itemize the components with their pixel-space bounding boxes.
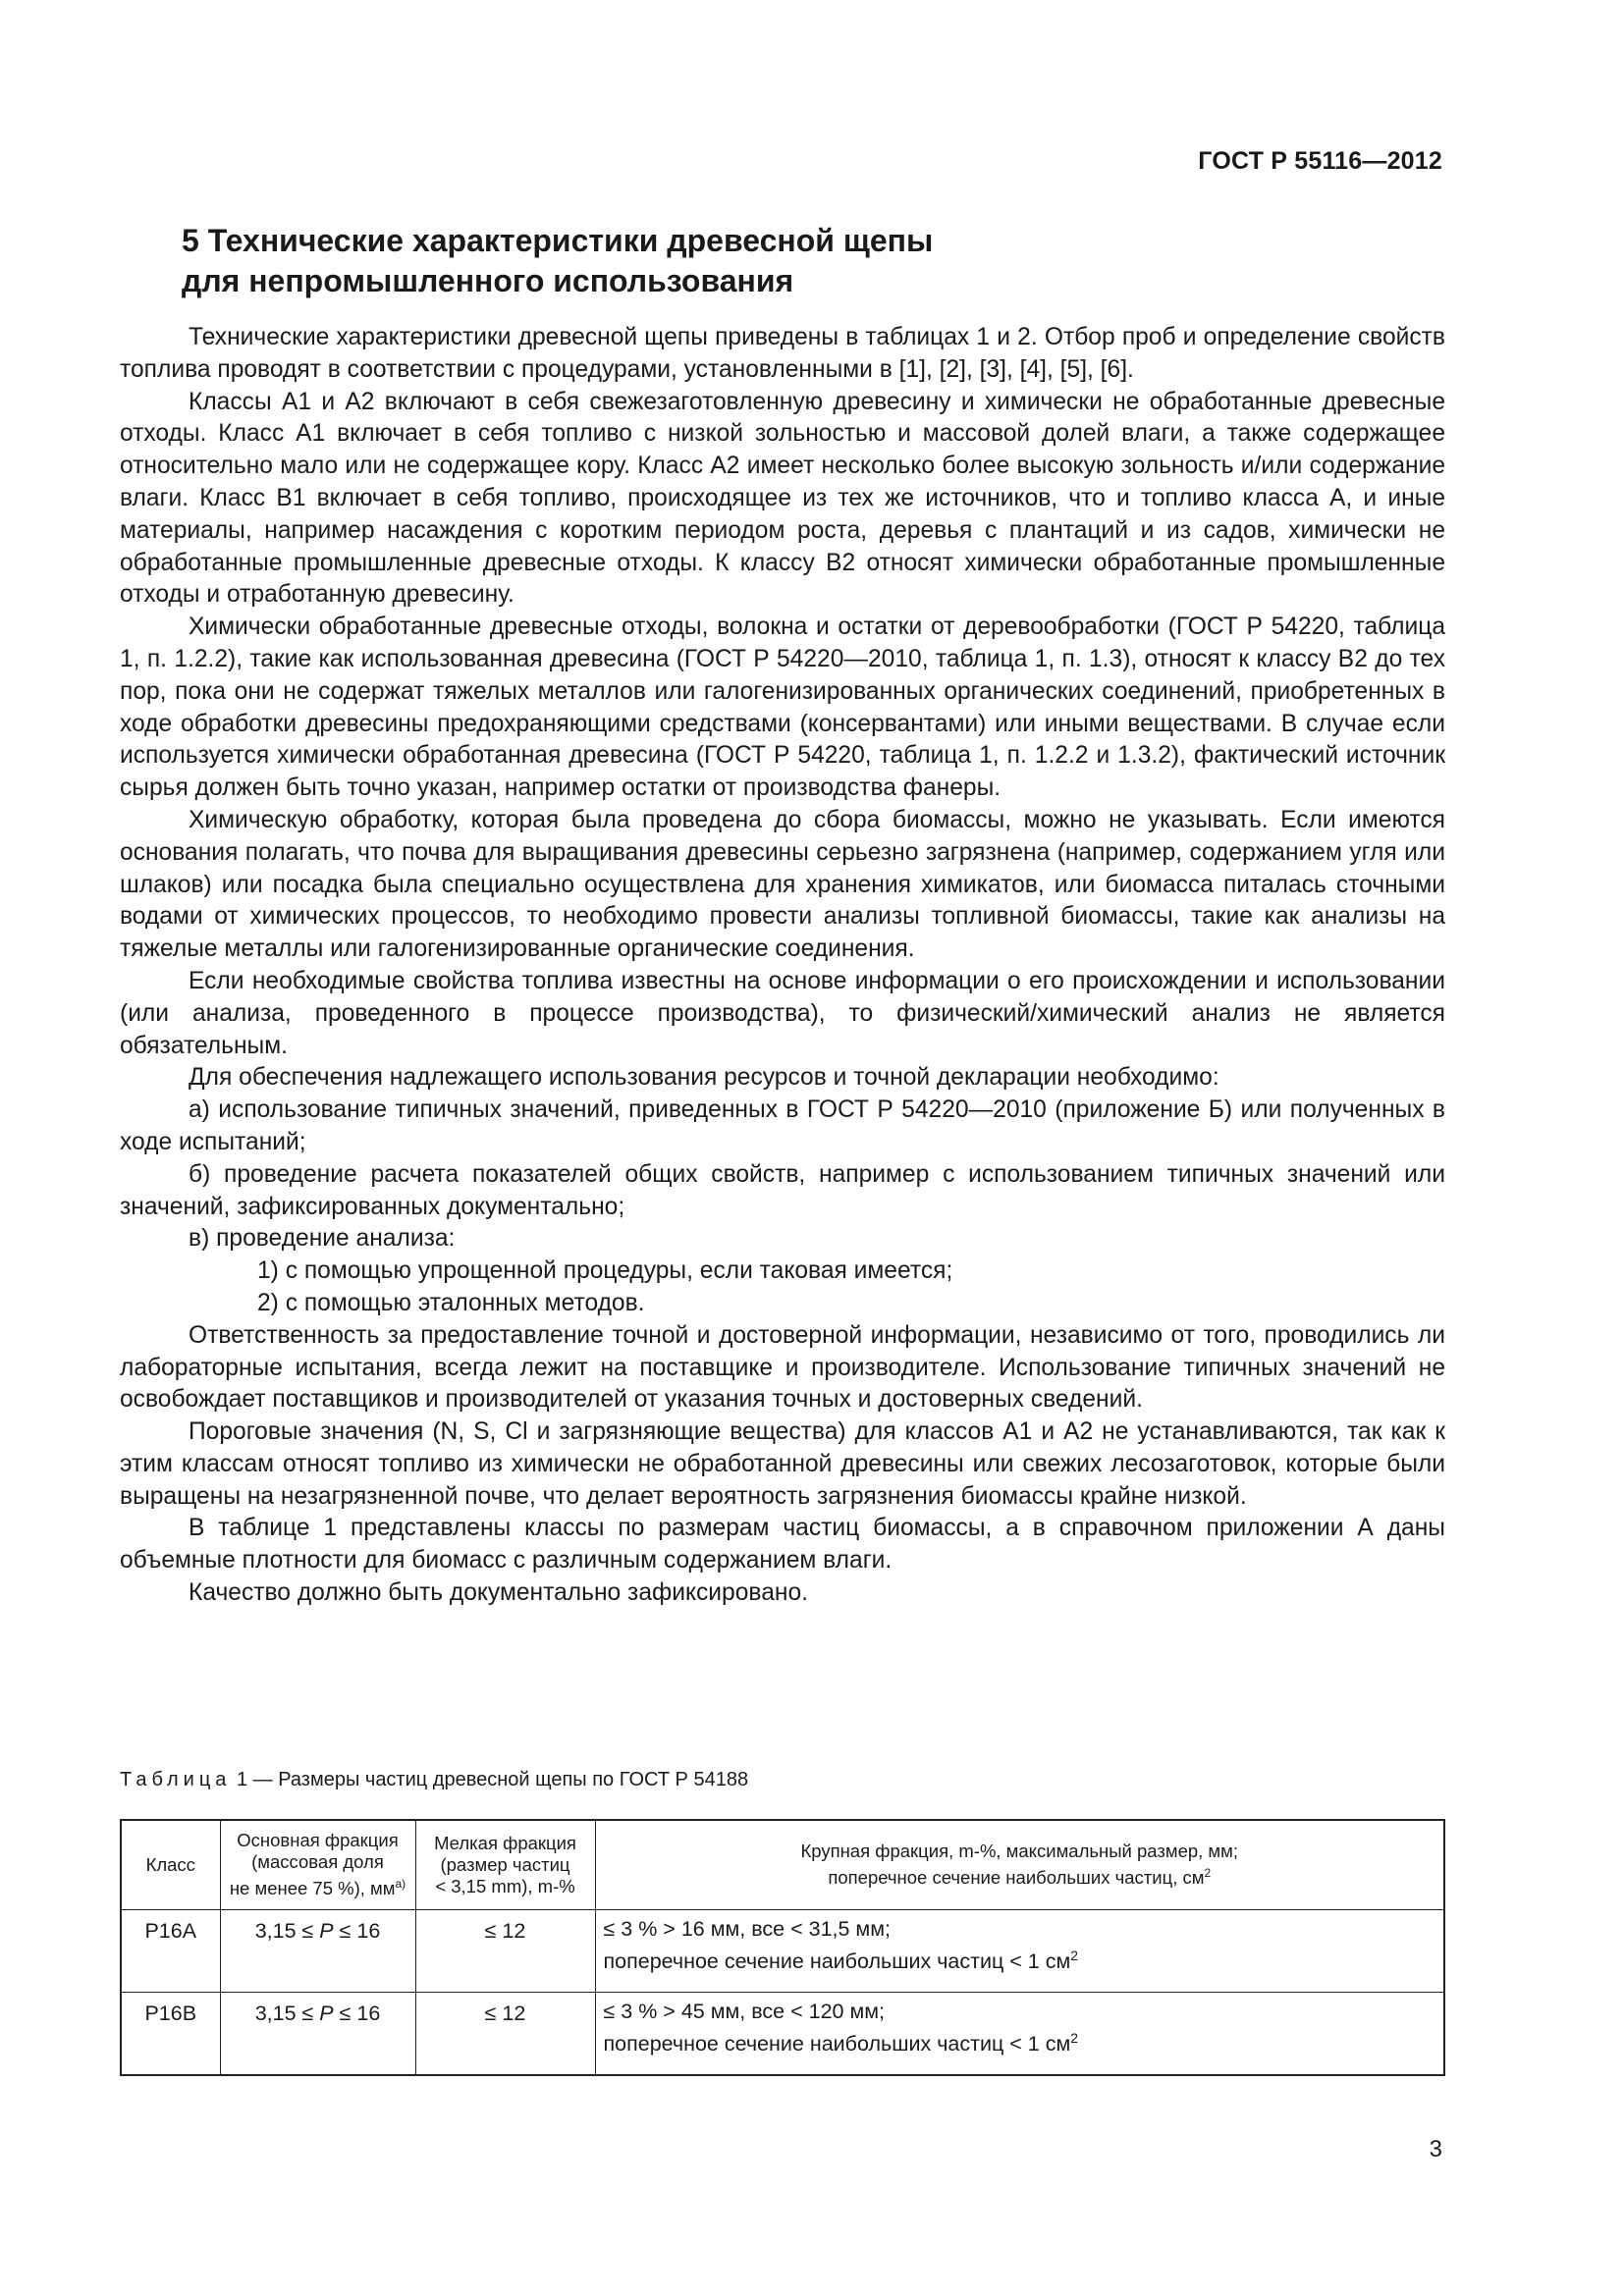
- cell-coarse-fraction: [595, 1993, 1444, 2076]
- paragraph: Ответственность за предоставление точной и достоверной информации, независимо от того, проводились ли лабораторные испытания, всегда лежит на поставщике и производителе. Использование типичных значений не освобождает поставщиков и производителей от указания точных и достоверных сведений.: [120, 1321, 1445, 1414]
- table-row: [121, 1993, 1444, 2076]
- cell-class: P16B: [121, 1993, 220, 2076]
- table-caption-text: 1 — Размеры частиц древесной щепы по ГОСТ Р 54188: [236, 1769, 749, 1790]
- section-title-line1: 5 Технические характеристики древесной щепы: [182, 223, 934, 258]
- page-number: 3: [1429, 2136, 1442, 2163]
- cell-main-var: P: [319, 2002, 334, 2025]
- list-item-b: б) проведение расчета показателей общих свойств, например с использованием типичных значений или значений, зафиксированных документально;: [120, 1160, 1445, 1220]
- header-fine-line3: < 3,15 mm), m-%: [435, 1876, 575, 1896]
- document-code: ГОСТ Р 55116—2012: [1198, 147, 1442, 175]
- particle-size-table: [120, 1819, 1445, 2076]
- paragraph: Химическую обработку, которая была проведена до сбора биомассы, можно не указывать. Если имеются основания полагать, что почва для выращивания древесины серьезно загрязнена (например, содержанием угля или шлаков) или посадка была специально осуществлена для хранения химикатов, или биомасса питалась сточными водами от химических процессов, то необходимо провести анализы топливной биомассы, такие как анализы на тяжелые металлы или галогенизированные органические соединения.: [120, 806, 1445, 963]
- list-item-c: в) проведение анализа:: [189, 1225, 456, 1253]
- cell-fine-fraction: ≤ 12: [415, 1910, 595, 1993]
- paragraph: Качество должно быть документально зафиксировано.: [189, 1579, 808, 1607]
- paragraph: Технические характеристики древесной щепы приведены в таблицах 1 и 2. Отбор проб и определение свойств топлива проводят в соответствии с процедурами, установленными в [1], [2], [3], [4], [5], [6].: [120, 324, 1445, 383]
- sub-list-item-2: 2) с помощью эталонных методов.: [257, 1289, 645, 1316]
- sub-list-item-1: 1) с помощью упрощенной процедуры, если таковая имеется;: [257, 1257, 953, 1285]
- table-header-row: [121, 1820, 1444, 1910]
- footnote-marker: а): [395, 1877, 406, 1892]
- list-item-a: а) использование типичных значений, приведенных в ГОСТ Р 54220—2010 (приложение Б) или полученных в ходе испытаний;: [120, 1096, 1445, 1155]
- header-coarse-line1: Крупная фракция, m-%, максимальный размер, мм;: [800, 1841, 1239, 1862]
- cell-coarse-line2: [604, 2025, 1436, 2057]
- cell-coarse-line2: [604, 1943, 1436, 1975]
- section-title-line2: для непромышленного использования: [182, 263, 794, 298]
- table-caption: [120, 1769, 748, 1791]
- header-main-fraction: [220, 1820, 415, 1910]
- cell-coarse-fraction: [595, 1910, 1444, 1993]
- section-title: [182, 221, 1262, 301]
- cell-coarse-sup: 2: [1070, 2030, 1079, 2046]
- cell-coarse-line2-text: поперечное сечение наибольших частиц < 1 см: [603, 1949, 1071, 1974]
- header-main-line2: (массовая доля: [251, 1851, 384, 1873]
- paragraph: Химически обработанные древесные отходы, волокна и остатки от деревообработки (ГОСТ Р 54220, таблица 1, п. 1.2.2), такие как использованная древесина (ГОСТ Р 54220—2010, таблица 1, п. 1.3), относят к классу В2 до тех пор, пока они не содержат тяжелых металлов или галогенизированных органических соединений, приобретенных в ходе обработки древесины предохраняющими средствами (консервантами) или иными веществами. В случае если используется химически обработанная древесина (ГОСТ Р 54220, таблица 1, п. 1.2.2 и 1.3.2), фактический источник сырья должен быть точно указан, например остатки от производства фанеры.: [120, 614, 1445, 802]
- header-fine-line2: (размер частиц: [440, 1854, 570, 1875]
- header-coarse-sup: 2: [1204, 1866, 1212, 1881]
- paragraph: Для обеспечения надлежащего использования ресурсов и точной декларации необходимо:: [189, 1064, 1219, 1092]
- cell-class: P16A: [121, 1910, 220, 1993]
- paragraph: Классы А1 и А2 включают в себя свежезаготовленную древесину и химически не обработанные древесные отходы. Класс А1 включает в себя топливо с низкой зольностью и массовой долей влаги, а также содержащее относительно мало или не содержащее кору. Класс А2 имеет несколько более высокую зольность и/или содержание влаги. Класс В1 включает в себя топливо, происходящее из тех же источников, что и топливо класса А, и иные материалы, например насаждения с коротким периодом роста, деревья с плантаций и из садов, химически не обработанные промышленные древесные отходы. К классу В2 относят химически обработанные промышленные отходы и отработанную древесину.: [120, 388, 1445, 609]
- cell-main-fraction: [220, 1993, 415, 2076]
- cell-main-pre: 3,15 ≤: [254, 2002, 320, 2025]
- header-coarse-line2: [604, 1862, 1436, 1889]
- table-caption-label: Таблица: [120, 1769, 232, 1790]
- cell-main-post: ≤ 16: [333, 1919, 381, 1943]
- cell-main-post: ≤ 16: [333, 2002, 381, 2025]
- header-coarse-line2-text: поперечное сечение наибольших частиц, см: [828, 1867, 1205, 1889]
- paragraph: Пороговые значения (N, S, Cl и загрязняющие вещества) для классов А1 и А2 не устанавливаются, так как к этим классам относят топливо из химически не обработанной древесины или свежих лесозаготовок, которые были выращены на незагрязненной почве, что делает вероятность загрязнения биомассы крайне низкой.: [120, 1418, 1445, 1510]
- header-fine-fraction: [415, 1820, 595, 1910]
- cell-coarse-line1: ≤ 3 % > 16 мм, все < 31,5 мм;: [603, 1917, 891, 1941]
- paragraph: Если необходимые свойства топлива известны на основе информации о его происхождении и использовании (или анализа, проведенного в процессе производства), то физический/химический анализ не является обязательным.: [120, 967, 1445, 1059]
- cell-coarse-line1: ≤ 3 % > 45 мм, все < 120 мм;: [603, 2000, 885, 2023]
- table-row: [121, 1910, 1444, 1993]
- cell-coarse-sup: 2: [1070, 1948, 1079, 1963]
- header-fine-line1: Мелкая фракция: [434, 1833, 576, 1853]
- cell-fine-fraction: ≤ 12: [415, 1993, 595, 2076]
- header-coarse-fraction: [595, 1820, 1444, 1910]
- header-class: Класс: [121, 1820, 220, 1910]
- paragraph: В таблице 1 представлены классы по размерам частиц биомассы, а в справочном приложении А даны объемные плотности для биомасс с различным содержанием влаги.: [120, 1515, 1445, 1575]
- cell-main-pre: 3,15 ≤: [254, 1919, 320, 1943]
- cell-main-var: P: [319, 1919, 334, 1943]
- cell-main-fraction: [220, 1910, 415, 1993]
- cell-coarse-line2-text: поперечное сечение наибольших частиц < 1 см: [603, 2032, 1071, 2056]
- body-text: [120, 322, 1445, 1610]
- header-main-line1: Основная фракция: [237, 1830, 399, 1851]
- header-main-line3-text: не менее 75 %), мм: [229, 1878, 396, 1899]
- header-main-line3: [229, 1873, 407, 1899]
